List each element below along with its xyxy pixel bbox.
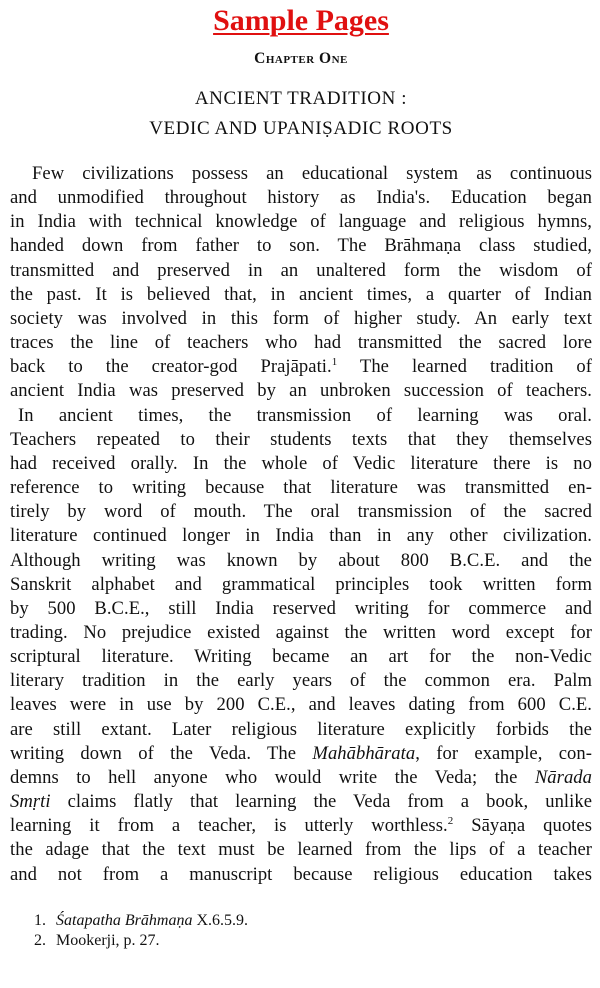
text-line: back to the creator-god Prajāpati.$^1$ The learned tradition of <box>10 356 592 378</box>
body-text <box>10 162 592 887</box>
mahabharata-title: Mahābhārata <box>312 742 416 764</box>
sample-pages-banner: Sample Pages <box>213 4 389 37</box>
text-line: In ancient times, the transmission of learning was oral. <box>18 404 592 426</box>
text-line: scriptural literature. Writing became an art for the non-Vedic <box>10 646 592 668</box>
text-line: tirely by word of mouth. The oral transmission of the sacred <box>10 501 592 523</box>
chapter-title <box>10 84 592 144</box>
text-line: literary tradition in the early years of the common era. Palm <box>10 670 592 692</box>
text-line: Teachers repeated to their students texts that they themselves <box>10 428 592 450</box>
text-line: writing down of the Veda. The Mahābhārata, for example, con- <box>10 742 592 764</box>
text-line: and not from a manuscript because religious education takes <box>10 863 592 885</box>
text-line: Although writing was known by about 800 B.C.E. and the <box>10 549 592 571</box>
text-line: and unmodified throughout history as India's. Education began <box>10 187 592 209</box>
text-line: the adage that the text must be learned from the lips of a teacher <box>10 839 592 861</box>
text-line: had received orally. In the whole of Vedic literature there is no <box>10 452 592 474</box>
text-line: literature continued longer in India than in any other civilization. <box>10 525 592 547</box>
chapter-title-line-2: VEDIC AND UPANIṢADIC ROOTS <box>149 118 453 139</box>
text-line: ancient India was preserved by an unbroken succession of teachers. <box>10 380 592 402</box>
text-line: traces the line of teachers who had transmitted the sacred lore <box>10 332 592 354</box>
footnote-2: 2. Mookerji, p. 27. <box>34 931 160 949</box>
text-line: leaves were in use by 200 C.E., and leaves dating from 600 C.E. <box>10 694 592 716</box>
text-line: demns to hell anyone who would write the Veda; the Nārada <box>10 766 592 788</box>
footnote-ref-2: 2 <box>447 815 454 828</box>
footnotes <box>10 911 592 951</box>
text-line: transmitted and preserved in an unaltered form the wisdom of <box>10 259 592 281</box>
text-line: are still extant. Later religious literature explicitly forbids the <box>10 718 592 740</box>
text-line: in India with technical knowledge of language and religious hymns, <box>10 211 592 233</box>
text-line: Few civilizations possess an educational system as continuous <box>32 163 592 184</box>
chapter-heading: Chapter One <box>254 50 348 67</box>
smrti-title: Smṛti <box>10 791 51 813</box>
footnote-1: 1. Śatapatha Brāhmaṇa X.6.5.9. <box>34 911 249 929</box>
narada-title: Nārada <box>534 766 592 788</box>
text-line: the past. It is believed that, in ancient times, a quarter of Indian <box>10 283 592 305</box>
text-line: society was involved in this form of higher study. An early text <box>10 307 592 329</box>
text-line: handed down from father to son. The Brāhmaṇa class studied, <box>10 235 592 257</box>
text-line: reference to writing because that literature was transmitted en- <box>10 477 592 499</box>
text-line: by 500 B.C.E., still India reserved writing for commerce and <box>10 597 592 619</box>
text-line: learning it from a teacher, is utterly worthless.$^2$ Sāyaṇa quotes <box>10 815 592 837</box>
chapter-title-line-1: ANCIENT TRADITION : <box>194 88 408 109</box>
text-line: Sanskrit alphabet and grammatical principles took written form <box>10 573 592 595</box>
text-line: trading. No prejudice existed against the written word except for <box>10 621 592 643</box>
footnote-ref-1: 1 <box>331 356 338 369</box>
text-line: Smṛti claims flatly that learning the Veda from a book, unlike <box>10 791 592 813</box>
